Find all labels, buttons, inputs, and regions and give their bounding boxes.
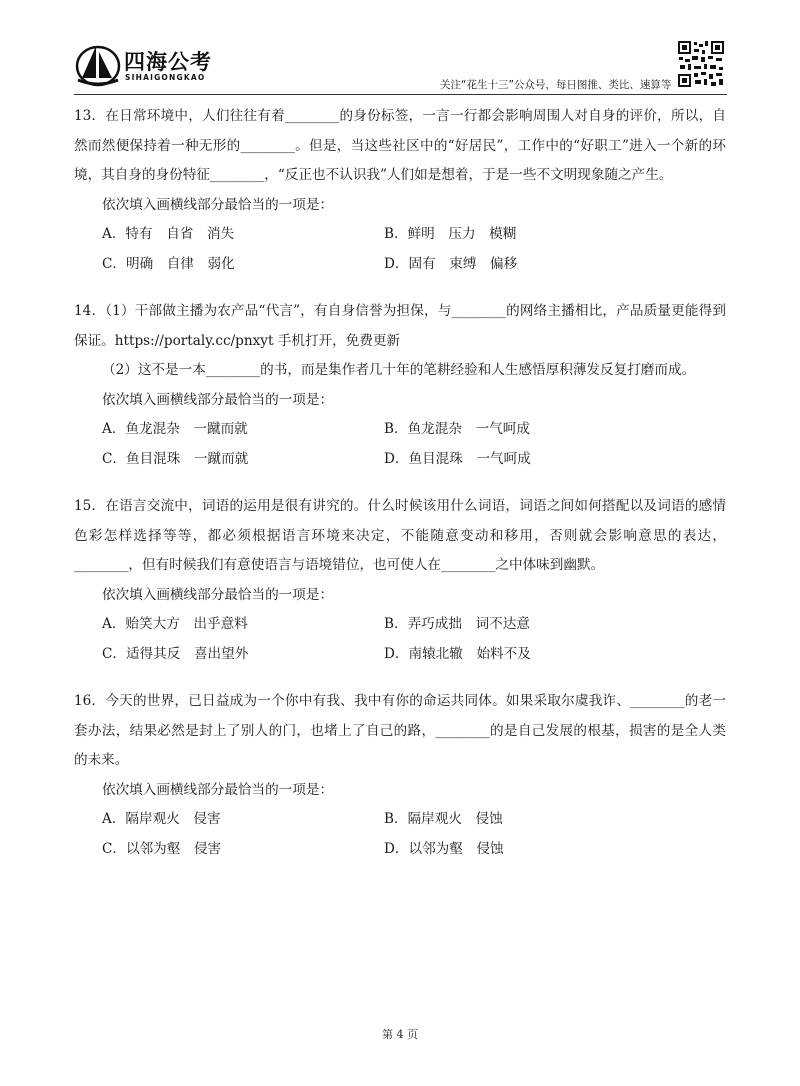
option-b[interactable]: B．鱼龙混杂 一气呵成 — [384, 421, 530, 437]
question-prompt: 依次填入画横线部分最恰当的一项是： — [102, 586, 334, 603]
question-list — [74, 102, 726, 864]
brand-name-pinyin: SIHAIGONGKAO — [125, 73, 206, 82]
option-c[interactable]: C．明确 自律 弱化 — [102, 255, 235, 272]
header-divider — [74, 94, 727, 95]
option-d[interactable]: D．以邻为壑 侵蚀 — [384, 840, 504, 857]
option-c[interactable]: C．鱼目混珠 一蹴而就 — [102, 450, 249, 467]
page-header — [0, 0, 800, 100]
question-stem: 14．（1）干部做主播为农产品“代言”，有自身信誉为担保，与________的网络主播相比，产品质量更能得到保证。https://portaly.cc/pnxyt 手机打开，免费更新 — [74, 303, 726, 349]
question-stem: 13．在日常环境中，人们往往有着________的身份标签，一言一行都会影响周围人对自身的评价，所以，自然而然便保持着一种无形的________。但是，当这些社区中的“好居民”，工作中的“好职工”进入一个新的环境，其自身的身份特征________，“反正也不认识我”人们如是想着，于是一些不文明现象随之产生。 — [74, 108, 726, 183]
option-b[interactable]: B．隔岸观火 侵蚀 — [384, 811, 503, 827]
question-prompt: 依次填入画横线部分最恰当的一项是： — [102, 391, 334, 408]
option-list — [74, 610, 726, 669]
option-d[interactable]: D．鱼目混珠 一气呵成 — [384, 450, 531, 467]
question-15 — [74, 492, 726, 669]
question-stem-part-2: （2）这不是一本________的书，而是集作者几十年的笔耕经验和人生感悟厚积薄发反复打磨而成。 — [102, 362, 696, 378]
option-list — [74, 805, 726, 864]
option-b[interactable]: B．鲜明 压力 模糊 — [384, 226, 517, 242]
page-number: 第 4 页 — [382, 1028, 418, 1041]
qr-code-icon — [677, 40, 725, 88]
question-stem: 16．今天的世界，已日益成为一个你中有我、我中有你的命运共同体。如果采取尔虞我诈、________的老一套办法，结果必然是封上了别人的门，也堵上了自己的路，________的是自己发展的根基，损害的是全人类的未来。 — [74, 693, 726, 768]
option-a[interactable]: A．隔岸观火 侵害 — [102, 811, 221, 827]
sailboat-logo-icon — [74, 40, 122, 88]
option-d[interactable]: D．固有 束缚 偏移 — [384, 255, 518, 272]
option-list — [74, 220, 726, 279]
option-c[interactable]: C．适得其反 喜出望外 — [102, 645, 249, 662]
question-13 — [74, 102, 726, 279]
option-a[interactable]: A．鱼龙混杂 一蹴而就 — [102, 421, 248, 437]
option-d[interactable]: D．南辕北辙 始料不及 — [384, 645, 531, 662]
brand-name: 四海公考 — [124, 50, 212, 74]
header-slogan: 关注“花生十三”公众号，每日图推、类比、速算等 — [440, 79, 672, 91]
option-a[interactable]: A．特有 自省 消失 — [102, 226, 235, 242]
brand-logo — [74, 40, 249, 92]
option-c[interactable]: C．以邻为壑 侵害 — [102, 840, 222, 857]
question-prompt: 依次填入画横线部分最恰当的一项是： — [102, 196, 334, 213]
option-a[interactable]: A．贻笑大方 出乎意料 — [102, 616, 248, 632]
option-b[interactable]: B．弄巧成拙 词不达意 — [384, 616, 530, 632]
question-14 — [74, 297, 726, 474]
option-list — [74, 415, 726, 474]
question-prompt: 依次填入画横线部分最恰当的一项是： — [102, 781, 334, 798]
question-stem: 15．在语言交流中，词语的运用是很有讲究的。什么时候该用什么词语，词语之间如何搭配以及词语的感情色彩怎样选择等等，都必须根据语言环境来决定，不能随意变动和移用，否则就会影响意思的表达，________，但有时候我们有意使语言与语境错位，也可使人在________之中体味到幽默。 — [74, 498, 726, 573]
question-16 — [74, 687, 726, 864]
